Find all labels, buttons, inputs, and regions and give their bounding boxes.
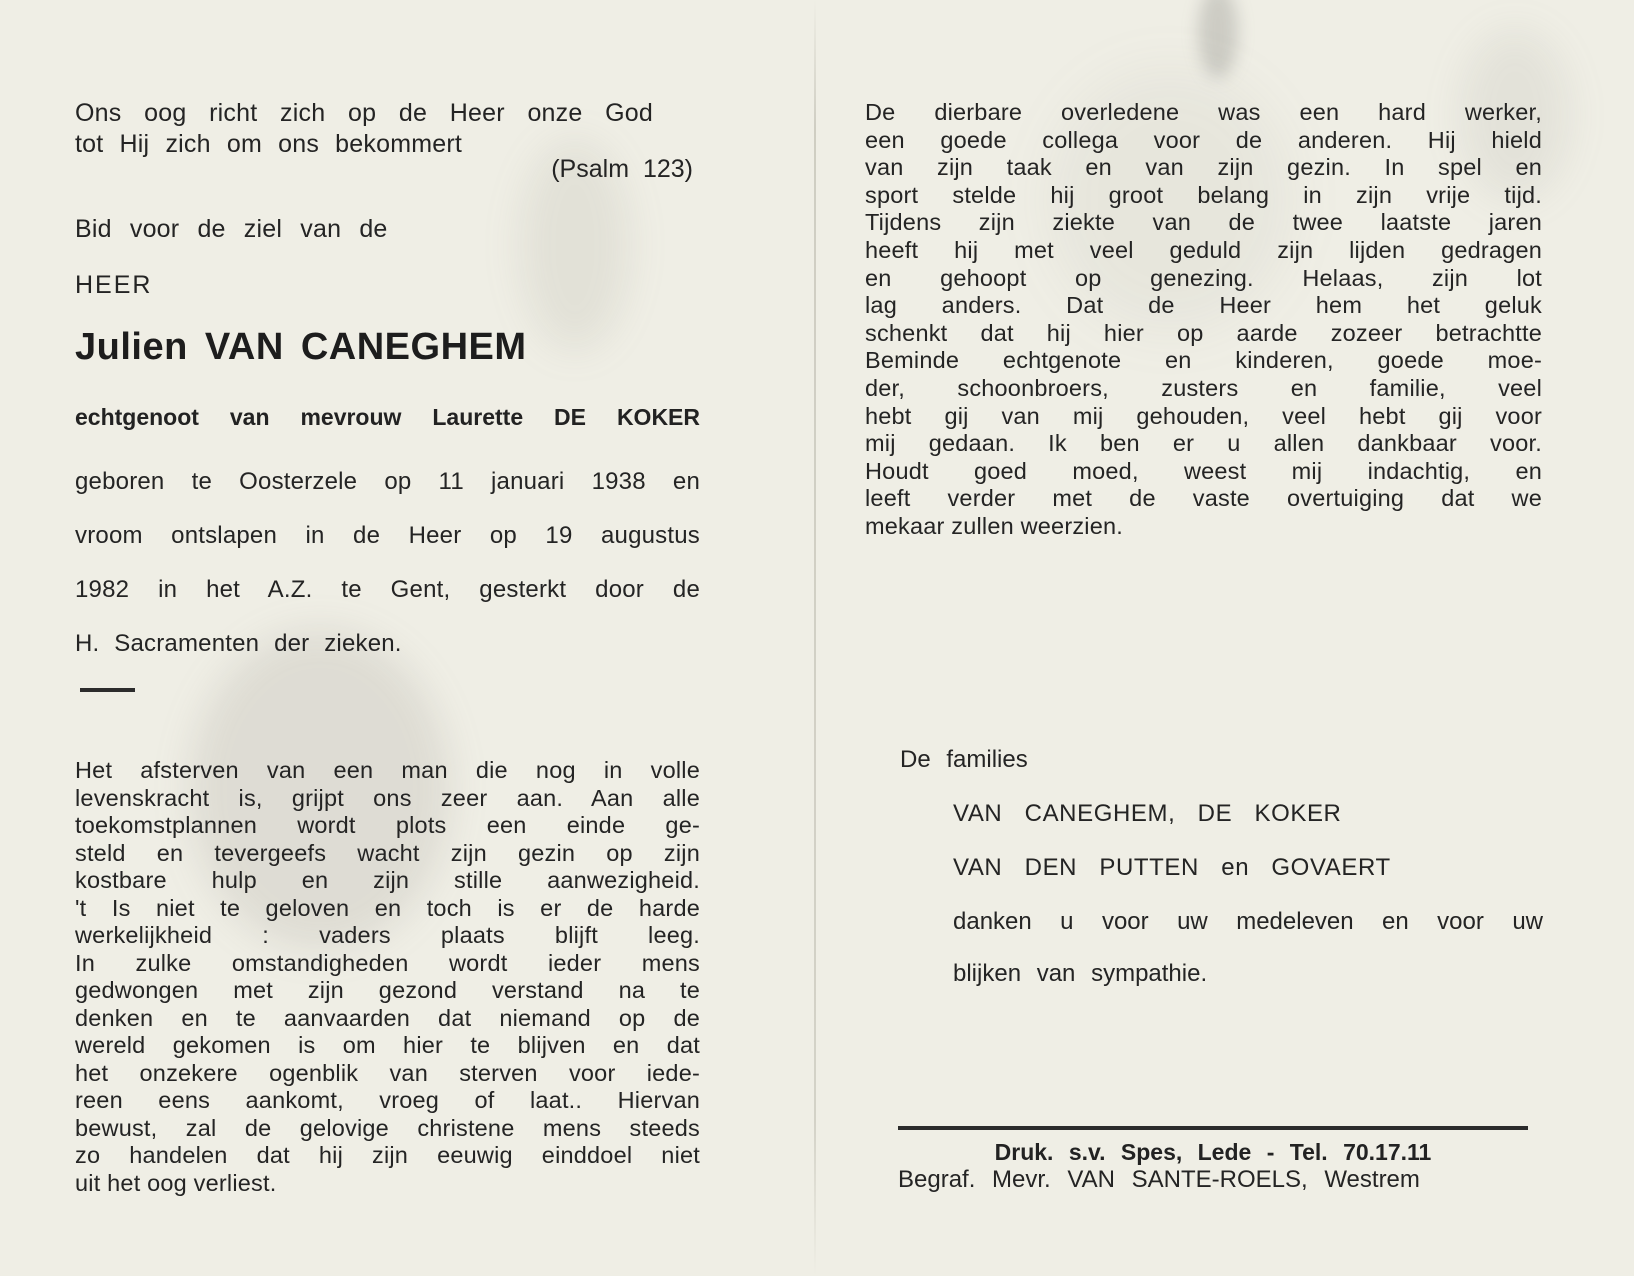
text-line: Tijdens zijn ziekte van de twee laatste jaren [865,209,1542,236]
text-line: Ons oog richt zich op de Heer onze God [75,99,653,127]
text-line: 1982 in het A.Z. te Gent, gesterkt door de [75,576,700,603]
thanks-line: blijken van sympathie. [953,960,1208,987]
text-line: Houdt goed moed, weest mij indachtig, en [865,457,1542,484]
text-line: hebt gij van mij gehouden, veel hebt gij voor [865,402,1542,429]
text-line: In zulke omstandigheden wordt ieder mens [75,949,700,976]
text-line: vroom ontslapen in de Heer op 19 augustus [75,522,700,549]
text-line: mekaar zullen weerzien. [865,512,1123,539]
text-line: en gehoopt op genezing. Helaas, zijn lot [865,264,1542,291]
thanks-line: danken u voor uw medeleven en voor uw [953,908,1543,935]
text-line: gedwongen met zijn gezond verstand na te [75,977,700,1003]
memorial-paragraph [75,757,700,1197]
text-line: Het afsterven van een man die nog in volle [75,757,700,783]
text-line: toekomstplannen wordt plots een einde ge- [75,812,700,838]
text-line: wereld gekomen is om hier te blijven en dat [75,1032,700,1058]
scripture-quote [75,98,653,160]
text-line: levenskracht is, grijpt ons zeer aan. Aan alle [75,784,700,811]
text-line: mij gedaan. Ik ben er u allen dankbaar voor. [865,430,1542,457]
text-line: werkelijkheid : vaders plaats blijft leeg. [75,922,700,948]
text-line: bewust, zal de gelovige christene mens steeds [75,1114,700,1141]
scripture-reference: (Psalm 123) [551,155,693,183]
spouse-line: echtgenoot van mevrouw Laurette DE KOKER [75,404,700,430]
separator-dash [80,688,135,692]
printer-credit: Druk. s.v. Spes, Lede - Tel. 70.17.11 [994,1139,1432,1165]
honorific: HEER [75,271,153,299]
prayer-request-line: Bid voor de ziel van de [75,215,388,243]
text-line: H. Sacramenten der zieken. [75,630,402,657]
text-line: 't Is niet te geloven en toch is er de harde [75,894,700,921]
text-line: De dierbare overledene was een hard werker, [865,99,1542,125]
text-line: zo handelen dat hij zijn eeuwig einddoel niet [75,1142,700,1168]
scan-smudge [1198,0,1238,78]
family-name-line: VAN DEN PUTTEN en GOVAERT [953,854,1391,881]
text-line: tot Hij zich om ons bekommert [75,130,463,158]
tribute-paragraph [865,99,1542,541]
text-line: van zijn taak en van zijn gezin. In spel en [865,154,1542,181]
undertaker-credit: Begraf. Mevr. VAN SANTE-ROELS, Westrem [898,1166,1420,1193]
text-line: Beminde echtgenote en kinderen, goede moe- [865,347,1542,374]
text-line: een goede collega voor de anderen. Hij hield [865,126,1542,153]
text-line: schenkt dat hij hier op aarde zozeer betrachtte [865,319,1542,346]
footer-rule [898,1126,1528,1130]
text-line: het onzekere ogenblik van sterven voor iede- [75,1059,700,1086]
text-line: sport stelde hij groot belang in zijn vrije tijd. [865,181,1542,208]
text-line: denken en te aanvaarden dat niemand op de [75,1004,700,1031]
text-line: reen eens aankomt, vroeg of laat.. Hiervan [75,1087,700,1113]
deceased-name: Julien VAN CANEGHEM [75,326,527,368]
text-line: uit het oog verliest. [75,1169,277,1196]
family-name-line: VAN CANEGHEM, DE KOKER [953,800,1342,827]
text-line: heeft hij met veel geduld zijn lijden gedragen [865,236,1542,263]
text-line: geboren te Oosterzele op 11 januari 1938 en [75,468,700,495]
page-fold [814,0,816,1276]
text-line: der, schoonbroers, zusters en familie, veel [865,374,1542,401]
text-line: steld en tevergeefs wacht zijn gezin op zijn [75,839,700,866]
text-line: leeft verder met de vaste overtuiging dat we [865,485,1542,512]
life-dates [75,455,700,671]
text-line: kostbare hulp en zijn stille aanwezigheid. [75,867,700,893]
families-intro: De families [900,746,1028,773]
text-line: lag anders. Dat de Heer hem het geluk [865,292,1542,319]
